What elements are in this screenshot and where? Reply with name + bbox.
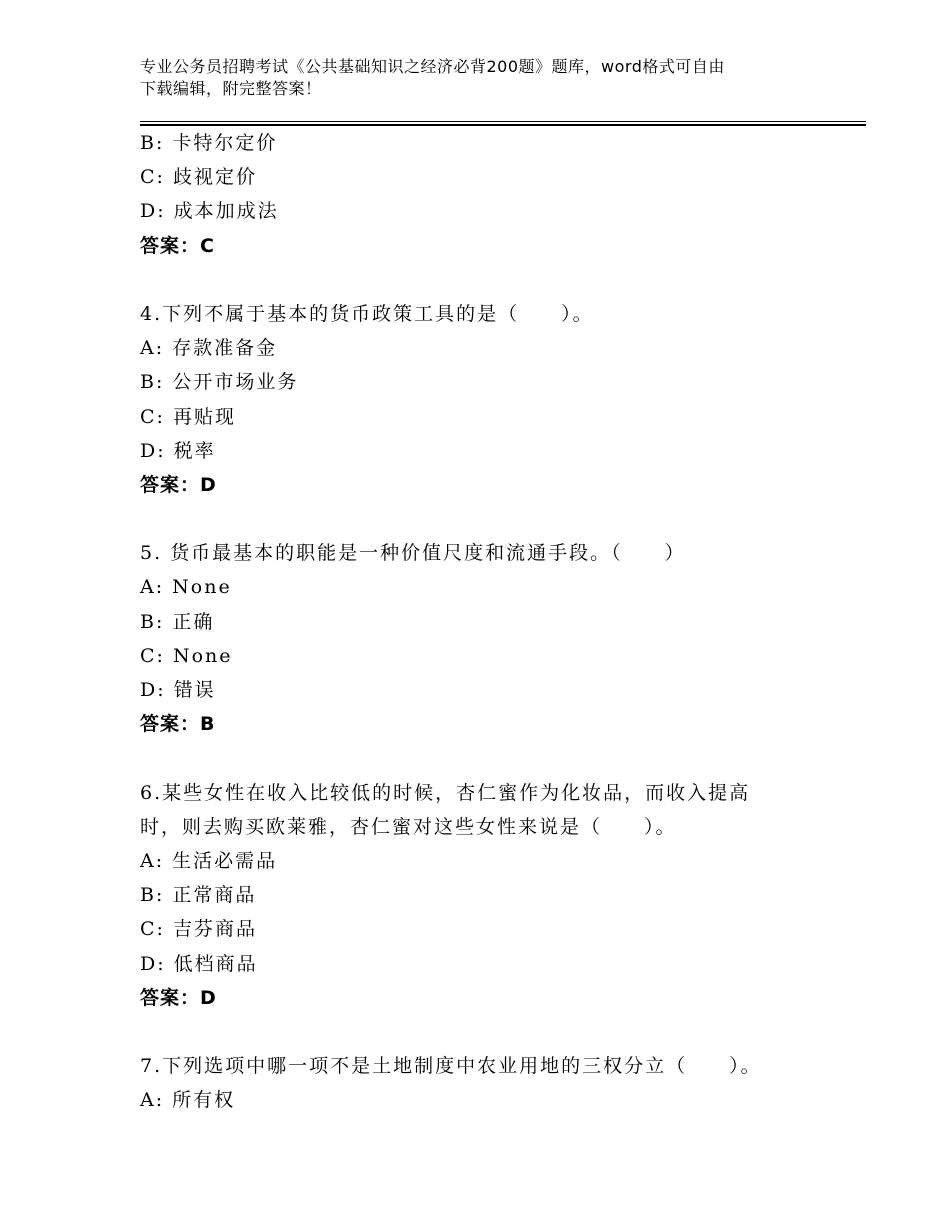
q3-option-b: B: 卡特尔定价 [140, 132, 278, 154]
document-body [140, 126, 840, 1117]
q7-option-a: A: 所有权 [140, 1089, 236, 1112]
question-4 [140, 297, 840, 502]
q5-question: 5. 货币最基本的职能是一种价值尺度和流通手段。（ ） [140, 542, 686, 565]
page-header [140, 56, 840, 100]
header-line-1: 专业公务员招聘考试《公共基础知识之经济必背200题》题库，word格式可自由 [140, 57, 725, 76]
q4-option-a: A: 存款准备金 [140, 337, 278, 360]
question-3 [140, 126, 840, 263]
spacer [140, 502, 840, 536]
spacer [140, 263, 840, 297]
q4-option-b: B: 公开市场业务 [140, 371, 299, 394]
q4-question: 4.下列不属于基本的货币政策工具的是（ ）。 [140, 302, 594, 325]
q7-question: 7.下列选项中哪一项不是土地制度中农业用地的三权分立（ ）。 [140, 1055, 762, 1078]
q3-answer: 答案：C [140, 234, 215, 257]
q4-answer: 答案：D [140, 473, 217, 496]
spacer [140, 741, 840, 775]
q5-option-b: B: 正确 [140, 610, 215, 633]
q4-option-d: D: 税率 [140, 439, 216, 462]
q6-question: 6.某些女性在收入比较低的时候，杏仁蜜作为化妆品，而收入提高时，则去购买欧莱雅，杏仁蜜对这些女性来说是（ ）。 [140, 781, 751, 838]
q4-option-c: C: 再贴现 [140, 405, 236, 428]
q6-option-a: A: 生活必需品 [140, 849, 278, 872]
q3-option-c: C: 歧视定价 [140, 166, 257, 189]
q6-answer: 答案：D [140, 986, 217, 1009]
q6-option-d: D: 低档商品 [140, 952, 258, 975]
spacer [140, 1015, 840, 1049]
q6-option-b: B: 正常商品 [140, 884, 257, 907]
q5-option-d: D: 错误 [140, 679, 216, 701]
header-line-2: 下载编辑，附完整答案！ [140, 79, 322, 98]
question-7 [140, 1049, 840, 1117]
q5-option-a: A: None [140, 576, 232, 599]
q5-answer: 答案：B [140, 713, 216, 736]
q3-option-d: D: 成本加成法 [140, 200, 279, 223]
q6-option-c: C: 吉芬商品 [140, 918, 257, 941]
question-5 [140, 536, 840, 741]
q5-option-c: C: None [140, 644, 233, 667]
question-6 [140, 776, 840, 1015]
